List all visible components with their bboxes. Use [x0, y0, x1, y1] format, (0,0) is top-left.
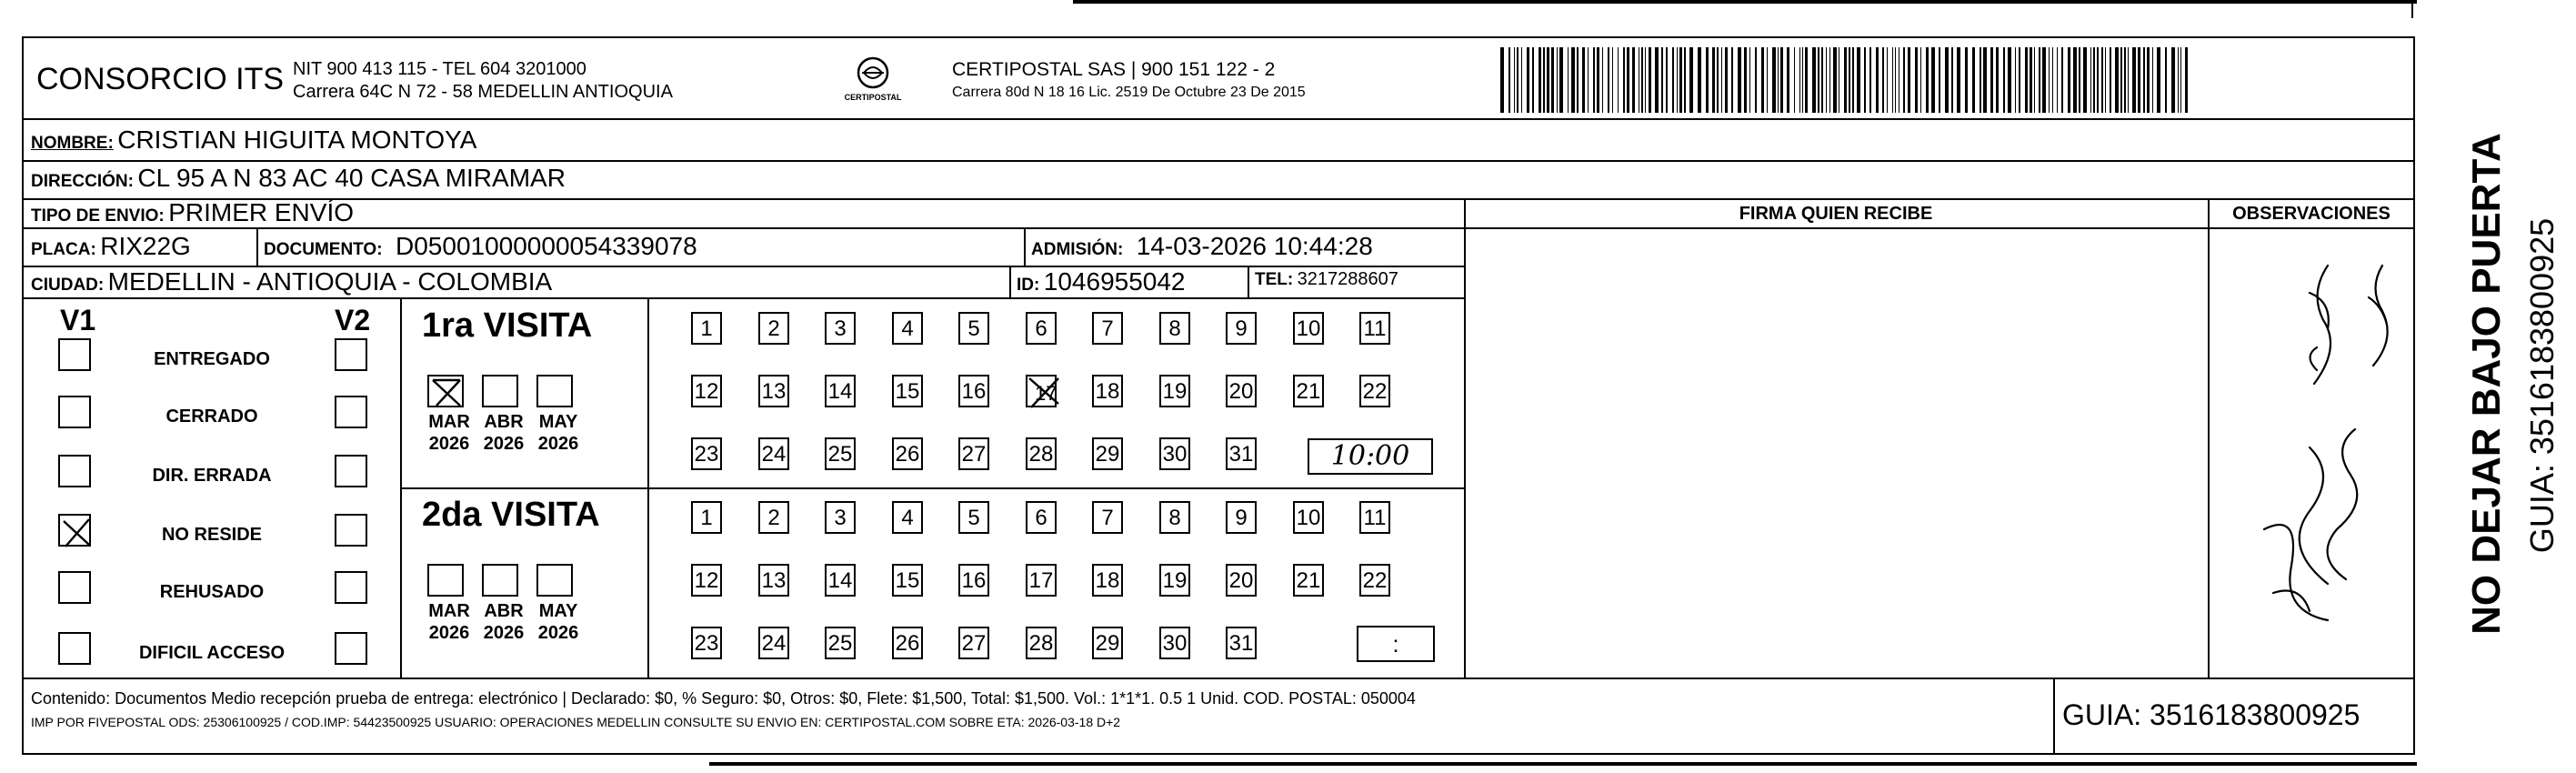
- visit2-month-name-0: MAR: [428, 601, 470, 621]
- visit1-day-9[interactable]: 9: [1226, 312, 1257, 345]
- visit2-day-22[interactable]: 22: [1359, 564, 1390, 597]
- v1-checkbox-2[interactable]: [58, 455, 91, 487]
- visit2-month-box-1[interactable]: [482, 564, 518, 597]
- visit1-month-box-1[interactable]: [482, 375, 518, 407]
- visit1-day-31[interactable]: 31: [1226, 437, 1257, 470]
- visit2-day-19[interactable]: 19: [1159, 564, 1190, 597]
- visit2-day-4[interactable]: 4: [892, 501, 923, 534]
- svg-text:17: 17: [1035, 382, 1057, 405]
- visit1-day-30[interactable]: 30: [1159, 437, 1190, 470]
- visit2-month-name-2: MAY: [538, 601, 578, 621]
- v1-checkbox-0[interactable]: [58, 338, 91, 371]
- visit2-day-11[interactable]: 11: [1359, 501, 1390, 534]
- visit1-time[interactable]: 10:00: [1308, 438, 1433, 475]
- visit1-month-name-0: MAR: [428, 412, 470, 432]
- bottom-edge-line: [709, 762, 2417, 766]
- visit2-day-9[interactable]: 9: [1226, 501, 1257, 534]
- status-label-4: REHUSADO: [159, 582, 265, 602]
- visit1-month-box-0[interactable]: [427, 375, 464, 407]
- visit2-month-year-1: 2026: [483, 623, 525, 643]
- visit1-day-12[interactable]: 12: [691, 375, 722, 407]
- visit1-day-24[interactable]: 24: [758, 437, 789, 470]
- tel-value: 3217288607: [1297, 269, 1398, 289]
- admission-field: [1031, 232, 1373, 261]
- visit2-day-20[interactable]: 20: [1226, 564, 1257, 597]
- side-instruction: NO DEJAR BAJO PUERTA: [2464, 133, 2509, 635]
- courier-name: CERTIPOSTAL SAS | 900 151 122 - 2: [952, 59, 1276, 80]
- top-edge-line: [1073, 0, 2417, 4]
- name-value: CRISTIAN HIGUITA MONTOYA: [117, 125, 477, 154]
- v1-checkbox-1[interactable]: [58, 396, 91, 428]
- footer-print-info: IMP POR FIVEPOSTAL ODS: 25306100925 / COD.IMP: 54423500925 USUARIO: OPERACIONES MEDELLIN CONSULTE SU ENVIO EN: CERTIPOSTAL.COM SOBRE ETA: 2026-03-18 D+2: [31, 715, 1121, 729]
- tel-field: [1255, 269, 1398, 290]
- visit1-month-year-2: 2026: [537, 434, 579, 454]
- visit1-day-7[interactable]: 7: [1092, 312, 1123, 345]
- visit1-day-3[interactable]: 3: [825, 312, 856, 345]
- document-label: DOCUMENTO:: [264, 240, 383, 259]
- visit2-month-box-2[interactable]: [536, 564, 573, 597]
- visit2-time[interactable]: :: [1357, 626, 1435, 662]
- visit2-month-year-0: 2026: [428, 623, 470, 643]
- visit2-day-27[interactable]: 27: [958, 627, 989, 659]
- visit1-day-6[interactable]: 6: [1026, 312, 1057, 345]
- visit1-title: 1ra VISITA: [422, 306, 593, 345]
- ship-type-field: [31, 198, 354, 227]
- footer-contents: Contenido: Documentos Medio recepción prueba de entrega: electrónico | Declarado: $0, % Seguro: $0, Otros: $0, Flete: $1,500, Total: $1,500. Vol.: 1*1*1. 0.5 1 Unid. COD. POSTAL: 050004: [31, 689, 1416, 708]
- visit1-day-28[interactable]: 28: [1026, 437, 1057, 470]
- visit1-day-2[interactable]: 2: [758, 312, 789, 345]
- v2-checkbox-0[interactable]: [335, 338, 367, 371]
- v2-checkbox-1[interactable]: [335, 396, 367, 428]
- name-label: NOMBRE:: [31, 134, 114, 153]
- ship-type-label: TIPO DE ENVIO:: [31, 206, 165, 226]
- certipostal-logo: [837, 53, 909, 111]
- visit2-day-26[interactable]: 26: [892, 627, 923, 659]
- visit2-day-5[interactable]: 5: [958, 501, 989, 534]
- v1-label: V1: [60, 304, 96, 336]
- status-label-0: ENTREGADO: [154, 349, 270, 369]
- visit2-day-8[interactable]: 8: [1159, 501, 1190, 534]
- status-label-3: NO RESIDE: [161, 525, 263, 545]
- visit1-day-5[interactable]: 5: [958, 312, 989, 345]
- v2-label: V2: [335, 304, 371, 336]
- barcode: [1500, 47, 2191, 113]
- visit1-month-name-2: MAY: [538, 412, 578, 432]
- status-label-2: DIR. ERRADA: [152, 466, 272, 486]
- visit1-day-29[interactable]: 29: [1092, 437, 1123, 470]
- address-value: CL 95 A N 83 AC 40 CASA MIRAMAR: [137, 164, 566, 192]
- plate-label: PLACA:: [31, 240, 96, 259]
- visit2-month-box-0[interactable]: [427, 564, 464, 597]
- address-label: DIRECCIÓN:: [31, 172, 134, 191]
- handwritten-observation: [2210, 229, 2415, 677]
- name-field: [31, 125, 476, 155]
- ship-type-value: PRIMER ENVÍO: [168, 198, 355, 226]
- visit1-month-year-1: 2026: [483, 434, 525, 454]
- visit2-day-24[interactable]: 24: [758, 627, 789, 659]
- visit2-day-21[interactable]: 21: [1293, 564, 1324, 597]
- signature-header: FIRMA QUIEN RECIBE: [1739, 204, 1933, 224]
- visit2-day-29[interactable]: 29: [1092, 627, 1123, 659]
- v1-checkbox-3[interactable]: [58, 514, 91, 547]
- visit1-day-1[interactable]: 1: [691, 312, 722, 345]
- visit1-month-name-1: ABR: [484, 412, 524, 432]
- x-mark-icon: [429, 376, 466, 409]
- id-label: ID:: [1017, 276, 1040, 295]
- logo-icon: [837, 53, 909, 111]
- visit1-month-box-2[interactable]: [536, 375, 573, 407]
- visit2-month-name-1: ABR: [484, 601, 524, 621]
- visit2-day-12[interactable]: 12: [691, 564, 722, 597]
- visit2-day-31[interactable]: 31: [1226, 627, 1257, 659]
- visit1-day-26[interactable]: 26: [892, 437, 923, 470]
- company-nit: NIT 900 413 115 - TEL 604 3201000: [293, 59, 586, 79]
- city-label: CIUDAD:: [31, 276, 105, 295]
- city-value: MEDELLIN - ANTIOQUIA - COLOMBIA: [107, 267, 553, 296]
- top-right-tick: [2411, 0, 2413, 18]
- visit2-month-year-2: 2026: [537, 623, 579, 643]
- id-field: [1017, 267, 1186, 296]
- visit2-day-2[interactable]: 2: [758, 501, 789, 534]
- v2-checkbox-4[interactable]: [335, 571, 367, 604]
- admission-value: 14-03-2026 10:44:28: [1136, 232, 1373, 260]
- visit2-day-28[interactable]: 28: [1026, 627, 1057, 659]
- visit1-day-15[interactable]: 15: [892, 375, 923, 407]
- visit2-day-3[interactable]: 3: [825, 501, 856, 534]
- visit2-day-7[interactable]: 7: [1092, 501, 1123, 534]
- visit2-day-30[interactable]: 30: [1159, 627, 1190, 659]
- visit2-day-18[interactable]: 18: [1092, 564, 1123, 597]
- document-value: D05001000000054339078: [396, 232, 697, 260]
- city-field: [31, 267, 552, 296]
- tel-label: TEL:: [1255, 270, 1294, 289]
- x-mark-icon: [1026, 375, 1062, 409]
- admission-label: ADMISIÓN:: [1031, 240, 1124, 259]
- status-label-5: DIFICIL ACCESO: [138, 643, 285, 663]
- visit1-day-8[interactable]: 8: [1159, 312, 1190, 345]
- visit2-day-16[interactable]: 16: [958, 564, 989, 597]
- visit2-day-17[interactable]: 17: [1026, 564, 1057, 597]
- visit1-month-year-0: 2026: [428, 434, 470, 454]
- visit1-day-23[interactable]: 23: [691, 437, 722, 470]
- v1-checkbox-5[interactable]: [58, 632, 91, 665]
- visit1-day-25[interactable]: 25: [825, 437, 856, 470]
- visit1-day-13[interactable]: 13: [758, 375, 789, 407]
- company-name: CONSORCIO ITS: [36, 62, 285, 96]
- visit1-day-16[interactable]: 16: [958, 375, 989, 407]
- visit1-day-18[interactable]: 18: [1092, 375, 1123, 407]
- visit2-day-10[interactable]: 10: [1293, 501, 1324, 534]
- visit2-day-25[interactable]: 25: [825, 627, 856, 659]
- company-address: Carrera 64C N 72 - 58 MEDELLIN ANTIOQUIA: [293, 82, 673, 102]
- visit1-day-22[interactable]: 22: [1359, 375, 1390, 407]
- v2-checkbox-2[interactable]: [335, 455, 367, 487]
- courier-address: Carrera 80d N 18 16 Lic. 2519 De Octubre 23 De 2015: [952, 85, 1306, 100]
- status-label-1: CERRADO: [165, 407, 258, 427]
- observations-header: OBSERVACIONES: [2232, 204, 2391, 224]
- visit1-day-19[interactable]: 19: [1159, 375, 1190, 407]
- visit2-day-23[interactable]: 23: [691, 627, 722, 659]
- document-field: [264, 232, 697, 261]
- logo-text: CERTIPOSTAL: [844, 93, 902, 102]
- visit1-day-14[interactable]: 14: [825, 375, 856, 407]
- visit2-day-14[interactable]: 14: [825, 564, 856, 597]
- side-guia: GUIA: 3516183800925: [2523, 217, 2561, 554]
- footer-guia: GUIA: 3516183800925: [2062, 698, 2360, 731]
- visit1-day-11[interactable]: 11: [1359, 312, 1390, 345]
- visit2-day-1[interactable]: 1: [691, 501, 722, 534]
- v2-checkbox-5[interactable]: [335, 632, 367, 665]
- address-field: [31, 164, 566, 193]
- v1-checkbox-4[interactable]: [58, 571, 91, 604]
- visit1-day-10[interactable]: 10: [1293, 312, 1324, 345]
- visit1-day-21[interactable]: 21: [1293, 375, 1324, 407]
- visit1-day-4[interactable]: 4: [892, 312, 923, 345]
- plate-value: RIX22G: [100, 232, 191, 260]
- plate-field: [31, 232, 191, 261]
- visit2-day-13[interactable]: 13: [758, 564, 789, 597]
- visit2-day-15[interactable]: 15: [892, 564, 923, 597]
- visit2-title: 2da VISITA: [422, 496, 600, 534]
- visit2-day-6[interactable]: 6: [1026, 501, 1057, 534]
- id-value: 1046955042: [1043, 267, 1186, 296]
- visit1-day-20[interactable]: 20: [1226, 375, 1257, 407]
- v2-checkbox-3[interactable]: [335, 514, 367, 547]
- visit1-day-17[interactable]: [1026, 375, 1057, 407]
- x-mark-icon: [60, 516, 93, 548]
- visit1-day-27[interactable]: 27: [958, 437, 989, 470]
